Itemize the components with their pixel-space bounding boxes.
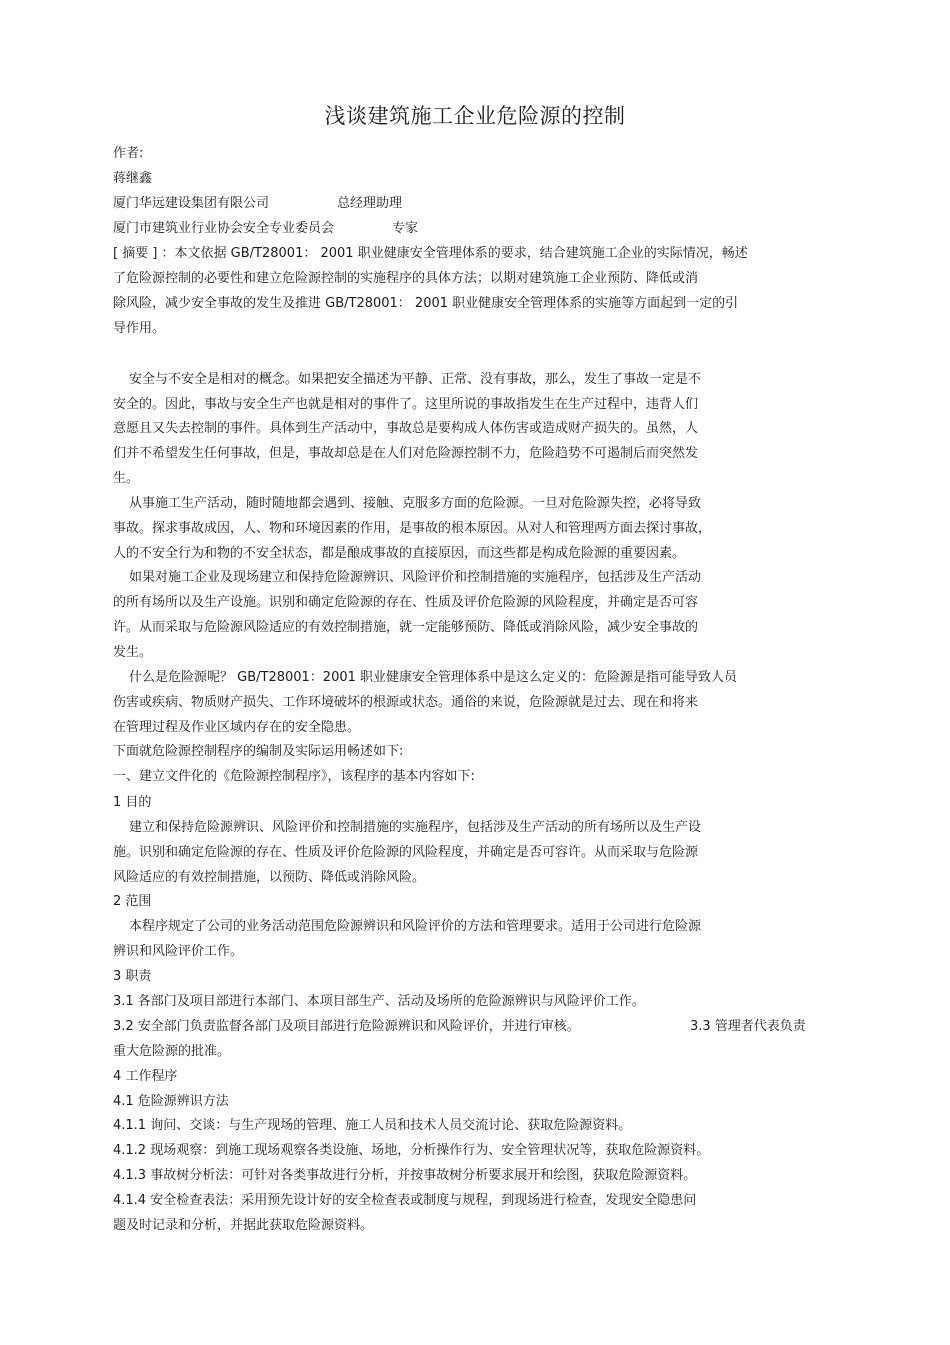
body-line: 4.1.2 现场观察：到施工现场观察各类设施、场地，分析操作行为、安全管理状况等，获取危险源资料。	[113, 1143, 710, 1158]
body-line: 发生。	[113, 645, 153, 660]
body-line: 4.1.4 安全检查表法：采用预先设计好的安全检查表或制度与规程，到现场进行检查，发现安全隐患问	[113, 1193, 697, 1208]
subsection-heading: 3 职责	[113, 969, 152, 984]
author-label: 作者:	[113, 146, 144, 161]
body-line: 风险适应的有效控制措施，以预防、降低或消除风险。	[113, 870, 426, 885]
subsection-heading: 2 范围	[113, 894, 152, 909]
body-line: 题及时记录和分析，并据此获取危险源资料。	[113, 1218, 374, 1233]
body-line: 们并不希望发生任何事故，但是，事故却总是在人们对危险源控制不力，危险趋势不可遏制后而突然发	[113, 446, 699, 461]
body-line: 下面就危险源控制程序的编制及实际运用畅述如下:	[113, 744, 404, 759]
body-line: 许。从而采取与危险源风险适应的有效控制措施，就一定能够预防、降低或消除风险，减少安全事故的	[113, 620, 699, 635]
subsection-heading: 1 目的	[113, 795, 152, 810]
body-line: 建立和保持危险源辨识、风险评价和控制措施的实施程序，包括涉及生产活动的所有场所以及生产设	[129, 820, 702, 835]
body-line: 意愿且又失去控制的事件。具体到生产活动中，事故总是要构成人体伤害或造成财产损失的。虽然，人	[113, 421, 699, 436]
body-line: 重大危险源的批准。	[113, 1044, 231, 1059]
abstract-line: 除风险，减少安全事故的发生及推进 GB/T28001： 2001 职业健康安全管理体系的实施等方面起到一定的引	[113, 296, 739, 311]
clause-3-2: 3.2 安全部门负责监督各部门及项目部进行危险源辨识和风险评价，并进行审核。	[113, 1019, 580, 1034]
body-line: 辨识和风险评价工作。	[113, 944, 244, 959]
affiliation-role: 专家	[392, 221, 419, 236]
body-line: 的所有场所以及生产设施。识别和确定危险源的存在、性质及评价危险源的风险程度，并确定是否可容	[113, 595, 699, 610]
body-line: 安全的。因此，事故与安全生产也就是相对的事件了。这里所说的事故指发生在生产过程中，违背人们	[113, 397, 699, 412]
body-line: 4.1 危险源辨识方法	[113, 1094, 229, 1109]
body-line: 本程序规定了公司的业务活动范围危险源辨识和风险评价的方法和管理要求。适用于公司进行危险源	[129, 919, 702, 934]
body-line: 3.1 各部门及项目部进行本部门、本项目部生产、活动及场所的危险源辨识与风险评价工作。	[113, 994, 645, 1009]
affiliation-line-1	[113, 196, 402, 212]
body-line: 生。	[113, 471, 140, 486]
body-line	[113, 1019, 806, 1035]
section-heading: 一、建立文件化的《危险源控制程序》，该程序的基本内容如下:	[113, 769, 475, 784]
body-line: 在管理过程及作业区域内存在的安全隐患。	[113, 720, 361, 735]
abstract-line: 了危险源控制的必要性和建立危险源控制的实施程序的具体方法；以期对建筑施工企业预防、降低或消	[113, 271, 699, 286]
document-title: 浅谈建筑施工企业危险源的控制	[324, 104, 626, 128]
subsection-heading: 4 工作程序	[113, 1069, 178, 1084]
body-line: 4.1.1 询问、交谈：与生产现场的管理、施工人员和技术人员交流讨论、获取危险源资料。	[113, 1118, 632, 1133]
clause-3-3: 3.3 管理者代表负责	[690, 1019, 806, 1034]
author-name: 蒋继鑫	[113, 171, 153, 186]
body-line: 从事施工生产活动，随时随地都会遇到、接触、克服多方面的危险源。一旦对危险源失控，必将导致	[129, 496, 702, 511]
affiliation-line-2	[113, 221, 418, 237]
abstract-line: 导作用。	[113, 321, 166, 336]
affiliation-org: 厦门市建筑业行业协会安全专业委员会	[113, 221, 335, 236]
body-line: 什么是危险源呢？ GB/T28001：2001 职业健康安全管理体系中是这么定义的：危险源是指可能导致人员	[129, 670, 738, 685]
body-line: 施。识别和确定危险源的存在、性质及评价危险源的风险程度，并确定是否可容许。从而采取与危险源	[113, 845, 699, 860]
body-line: 安全与不安全是相对的概念。如果把安全描述为平静、正常、没有事故，那么，发生了事故一定是不	[129, 372, 702, 387]
affiliation-org: 厦门华远建设集团有限公司	[113, 196, 270, 211]
abstract-line: [ 摘要 ] ：本文依据 GB/T28001： 2001 职业健康安全管理体系的要求，结合建筑施工企业的实际情况，畅述	[113, 246, 748, 261]
affiliation-role: 总经理助理	[337, 196, 403, 211]
body-line: 人的不安全行为和物的不安全状态，都是酿成事故的直接原因，而这些都是构成危险源的重要因素。	[113, 546, 686, 561]
body-line: 4.1.3 事故树分析法：可针对各类事故进行分析，并按事故树分析要求展开和绘图，获取危险源资料。	[113, 1168, 697, 1183]
body-line: 如果对施工企业及现场建立和保持危险源辨识、风险评价和控制措施的实施程序，包括涉及生产活动	[129, 570, 702, 585]
body-line: 伤害或疾病、物质财产损失、工作环境破坏的根源或状态。通俗的来说，危险源就是过去、现在和将来	[113, 695, 699, 710]
body-line: 事故。探求事故成因，人、物和环境因素的作用，是事故的根本原因。从对人和管理两方面去探讨事故，	[113, 521, 712, 536]
